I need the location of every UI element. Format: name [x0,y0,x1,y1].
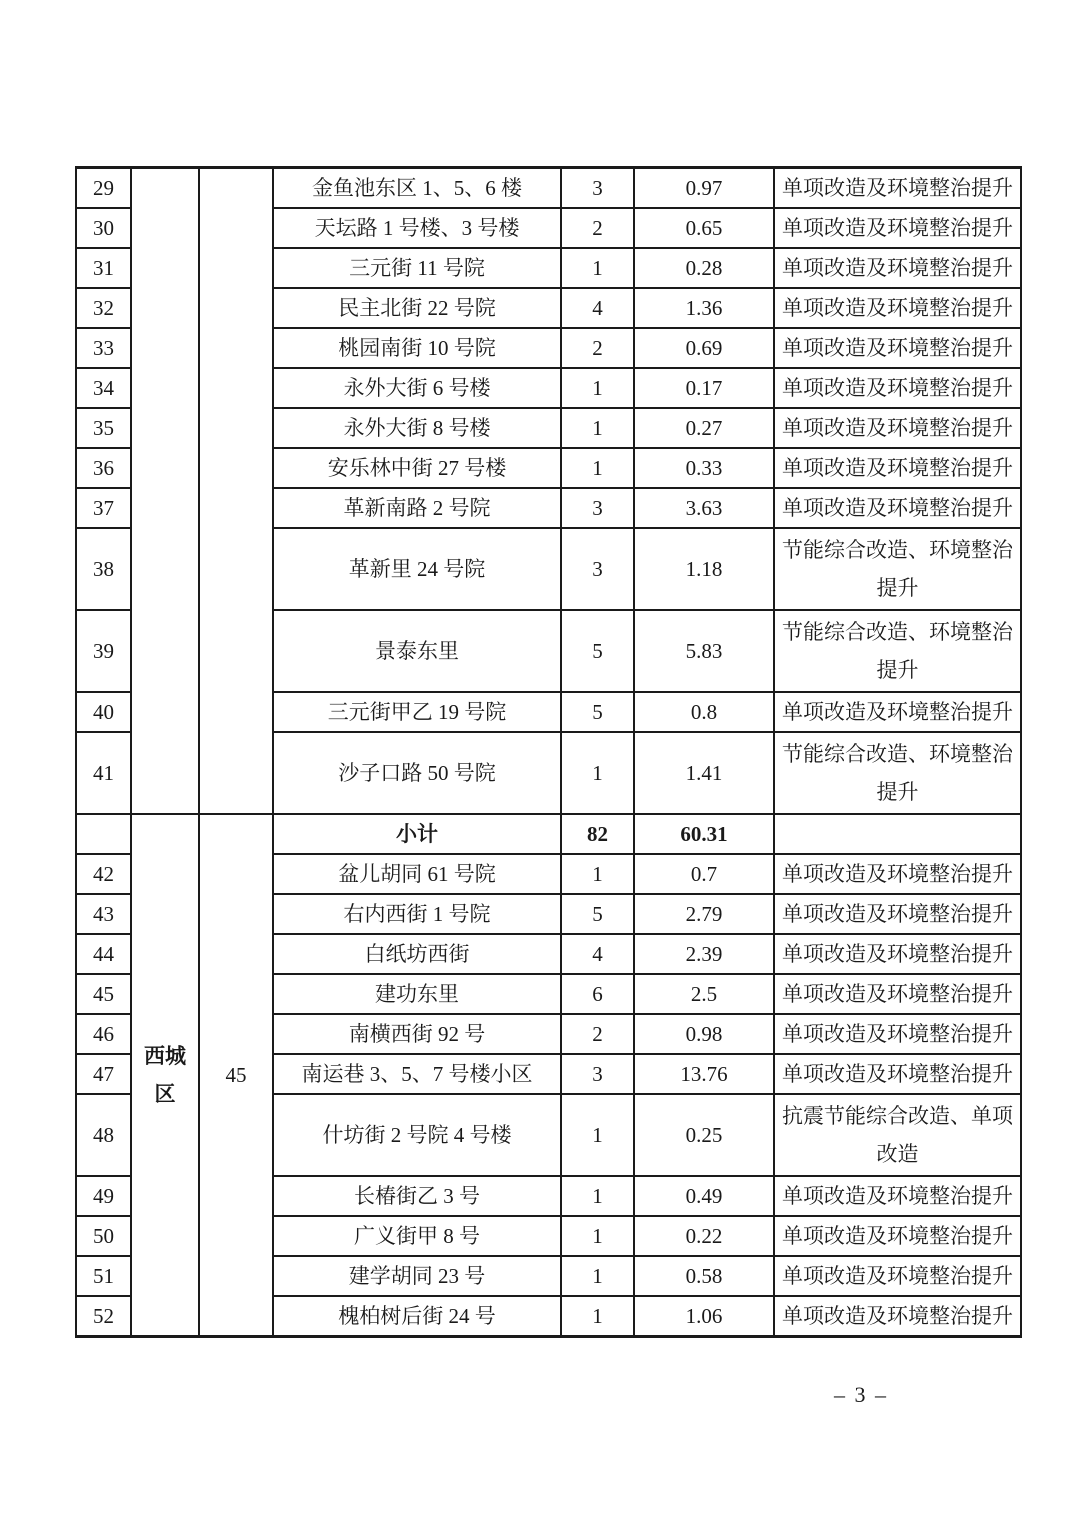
count-cell: 5 [561,610,634,692]
type-cell: 单项改造及环境整治提升 [774,488,1021,528]
count-cell: 1 [561,732,634,814]
area-cell: 0.69 [634,328,774,368]
area-cell: 1.18 [634,528,774,610]
seq-cell: 33 [76,328,131,368]
area-cell: 1.41 [634,732,774,814]
area-cell: 2.5 [634,974,774,1014]
seq-cell: 37 [76,488,131,528]
area-cell: 0.17 [634,368,774,408]
area-cell: 2.79 [634,894,774,934]
count-cell: 5 [561,692,634,732]
count-cell: 1 [561,368,634,408]
count-cell: 1 [561,448,634,488]
type-cell: 抗震节能综合改造、单项改造 [774,1094,1021,1176]
seq-cell: 46 [76,1014,131,1054]
type-cell: 单项改造及环境整治提升 [774,408,1021,448]
building-cell: 建功东里 [273,974,561,1014]
seq-cell: 45 [76,974,131,1014]
area-cell: 0.28 [634,248,774,288]
type-cell: 单项改造及环境整治提升 [774,854,1021,894]
building-cell: 槐柏树后街 24 号 [273,1296,561,1337]
area-cell: 0.33 [634,448,774,488]
subtotal-label-cell: 小计 [273,814,561,854]
building-cell: 右内西街 1 号院 [273,894,561,934]
district-cell: 西城区 [131,814,199,1337]
type-cell: 单项改造及环境整治提升 [774,1296,1021,1337]
building-cell: 建学胡同 23 号 [273,1256,561,1296]
count-cell: 2 [561,1014,634,1054]
type-cell: 单项改造及环境整治提升 [774,934,1021,974]
count-cell: 1 [561,1256,634,1296]
subtotal-count-cell: 82 [561,814,634,854]
table-row [76,814,1021,854]
building-cell: 白纸坊西街 [273,934,561,974]
type-cell: 单项改造及环境整治提升 [774,1014,1021,1054]
subtotal-area-cell: 60.31 [634,814,774,854]
seq-cell: 35 [76,408,131,448]
building-cell: 永外大街 6 号楼 [273,368,561,408]
building-cell: 南横西街 92 号 [273,1014,561,1054]
seq-cell: 29 [76,168,131,209]
type-cell: 单项改造及环境整治提升 [774,328,1021,368]
building-cell: 南运巷 3、5、7 号楼小区 [273,1054,561,1094]
building-cell: 三元街 11 号院 [273,248,561,288]
count-cell: 4 [561,288,634,328]
type-cell: 单项改造及环境整治提升 [774,168,1021,209]
district-total-cell [199,168,273,815]
type-cell: 单项改造及环境整治提升 [774,1216,1021,1256]
building-cell: 金鱼池东区 1、5、6 楼 [273,168,561,209]
type-cell: 单项改造及环境整治提升 [774,448,1021,488]
district-total-cell: 45 [199,814,273,1337]
table-body [76,168,1021,1337]
count-cell: 1 [561,1296,634,1337]
type-cell: 节能综合改造、环境整治提升 [774,610,1021,692]
building-cell: 三元街甲乙 19 号院 [273,692,561,732]
area-cell: 0.49 [634,1176,774,1216]
building-cell: 盆儿胡同 61 号院 [273,854,561,894]
area-cell: 1.06 [634,1296,774,1337]
seq-cell: 31 [76,248,131,288]
page-number: – 3 – [834,1382,888,1407]
building-cell: 桃园南街 10 号院 [273,328,561,368]
building-cell: 革新南路 2 号院 [273,488,561,528]
type-cell: 单项改造及环境整治提升 [774,1176,1021,1216]
building-cell: 长椿街乙 3 号 [273,1176,561,1216]
type-cell: 单项改造及环境整治提升 [774,894,1021,934]
seq-cell: 36 [76,448,131,488]
type-cell: 单项改造及环境整治提升 [774,248,1021,288]
seq-cell: 32 [76,288,131,328]
count-cell: 3 [561,488,634,528]
seq-cell: 48 [76,1094,131,1176]
seq-cell: 50 [76,1216,131,1256]
area-cell: 13.76 [634,1054,774,1094]
count-cell: 1 [561,854,634,894]
seq-cell [76,814,131,854]
type-cell: 单项改造及环境整治提升 [774,208,1021,248]
area-cell: 2.39 [634,934,774,974]
count-cell: 1 [561,1216,634,1256]
area-cell: 0.58 [634,1256,774,1296]
area-cell: 0.98 [634,1014,774,1054]
count-cell: 4 [561,934,634,974]
count-cell: 6 [561,974,634,1014]
building-cell: 安乐林中街 27 号楼 [273,448,561,488]
count-cell: 1 [561,408,634,448]
area-cell: 5.83 [634,610,774,692]
count-cell: 3 [561,528,634,610]
area-cell: 0.22 [634,1216,774,1256]
building-cell: 广义街甲 8 号 [273,1216,561,1256]
table-row [76,168,1021,209]
type-cell: 节能综合改造、环境整治提升 [774,732,1021,814]
count-cell: 3 [561,1054,634,1094]
count-cell: 1 [561,248,634,288]
count-cell: 5 [561,894,634,934]
building-cell: 永外大街 8 号楼 [273,408,561,448]
seq-cell: 51 [76,1256,131,1296]
seq-cell: 44 [76,934,131,974]
seq-cell: 40 [76,692,131,732]
building-cell: 沙子口路 50 号院 [273,732,561,814]
renovation-project-table [75,166,1022,1338]
area-cell: 0.65 [634,208,774,248]
seq-cell: 34 [76,368,131,408]
area-cell: 0.97 [634,168,774,209]
district-cell [131,168,199,815]
type-cell: 单项改造及环境整治提升 [774,974,1021,1014]
seq-cell: 41 [76,732,131,814]
area-cell: 0.7 [634,854,774,894]
count-cell: 2 [561,328,634,368]
type-cell: 单项改造及环境整治提升 [774,1054,1021,1094]
area-cell: 0.25 [634,1094,774,1176]
count-cell: 1 [561,1176,634,1216]
type-cell: 节能综合改造、环境整治提升 [774,528,1021,610]
building-cell: 什坊街 2 号院 4 号楼 [273,1094,561,1176]
type-cell: 单项改造及环境整治提升 [774,288,1021,328]
building-cell: 天坛路 1 号楼、3 号楼 [273,208,561,248]
type-cell [774,814,1021,854]
area-cell: 0.8 [634,692,774,732]
seq-cell: 49 [76,1176,131,1216]
seq-cell: 43 [76,894,131,934]
count-cell: 1 [561,1094,634,1176]
building-cell: 民主北街 22 号院 [273,288,561,328]
type-cell: 单项改造及环境整治提升 [774,692,1021,732]
seq-cell: 47 [76,1054,131,1094]
count-cell: 3 [561,168,634,209]
seq-cell: 42 [76,854,131,894]
building-cell: 景泰东里 [273,610,561,692]
type-cell: 单项改造及环境整治提升 [774,368,1021,408]
area-cell: 0.27 [634,408,774,448]
type-cell: 单项改造及环境整治提升 [774,1256,1021,1296]
building-cell: 革新里 24 号院 [273,528,561,610]
count-cell: 2 [561,208,634,248]
seq-cell: 39 [76,610,131,692]
seq-cell: 30 [76,208,131,248]
area-cell: 3.63 [634,488,774,528]
area-cell: 1.36 [634,288,774,328]
seq-cell: 38 [76,528,131,610]
seq-cell: 52 [76,1296,131,1337]
